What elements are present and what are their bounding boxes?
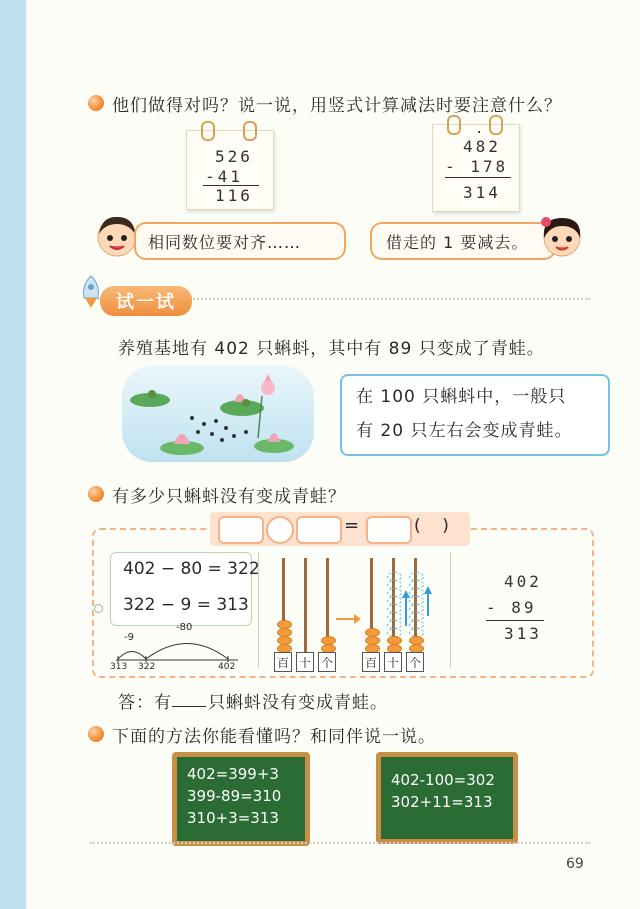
bullet-icon (88, 95, 104, 111)
ring-icon (201, 121, 215, 141)
board-left-line-3: 310+3=313 (187, 809, 279, 827)
equals-sign: = (344, 515, 360, 536)
info-box (340, 374, 610, 456)
note-card-right (432, 124, 520, 212)
vcalc-rule (486, 620, 544, 621)
calc-result: 314 (463, 183, 501, 202)
chalkboard-left (172, 752, 310, 846)
ring-icon (489, 115, 503, 135)
calc-result: 116 (215, 186, 253, 205)
tick-313: 313 (110, 662, 128, 672)
number-line (110, 622, 244, 672)
divider (90, 842, 590, 844)
vcalc-top: 402 (504, 572, 542, 591)
separator (450, 552, 451, 668)
arrow-up-icon (424, 586, 432, 616)
ring-icon (447, 115, 461, 135)
board-right-line-1: 402-100=302 (391, 771, 495, 789)
calc-line-1: 402 − 80 = 322 (123, 559, 260, 579)
arrow-up-icon (402, 590, 410, 626)
page-number: 69 (566, 856, 584, 872)
arrow-right-icon (336, 610, 362, 622)
calc-rule (445, 177, 511, 178)
calc-box (110, 552, 260, 626)
blank-subtrahend[interactable] (296, 516, 342, 544)
abacus-label-tens: 十 (296, 652, 314, 672)
board-left-line-2: 399-89=310 (187, 787, 282, 805)
calc-line-2: 322 − 9 = 313 (123, 595, 249, 615)
chalkboard-right (376, 752, 518, 844)
jump-label-small: -9 (124, 632, 134, 643)
blank-minuend[interactable] (218, 516, 264, 544)
board-left-line-1: 402=399+3 (187, 765, 279, 783)
bullet-icon (88, 486, 104, 502)
abacus-label-ones: 个 (318, 652, 336, 672)
tick-322: 322 (138, 662, 156, 672)
vcalc-result: 313 (504, 624, 542, 643)
calc-sub: - 178 (445, 157, 509, 176)
speech-bubble-right (370, 222, 556, 260)
blank-result[interactable] (366, 516, 412, 544)
girl-avatar (538, 212, 586, 260)
answer-prefix: 答：有 (118, 693, 172, 713)
vcalc-sub: - 89 (486, 598, 537, 617)
abacus-label-ones: 个 (406, 652, 424, 672)
calc-top: 526 (215, 147, 253, 166)
info-line-1: 在 100 只蝌蚪中，一般只 (356, 387, 567, 407)
problem-text: 养殖基地有 402 只蝌蚪，其中有 89 只变成了青蛙。 (118, 339, 545, 359)
abacus-rod-tens (304, 558, 307, 652)
separator (258, 552, 259, 668)
calc-sub: -41 (205, 167, 243, 186)
pond-illustration (122, 366, 314, 462)
blank-operator[interactable] (266, 516, 294, 544)
bubble-left-text: 相同数位要对齐…… (148, 232, 302, 252)
info-line-2: 有 20 只左右会变成青蛙。 (356, 421, 573, 441)
ring-icon (243, 121, 257, 141)
bubble-right-text: 借走的 1 要减去。 (386, 232, 529, 252)
left-margin-strip (0, 0, 26, 909)
abacus-label-hundreds: 百 (274, 652, 292, 672)
answer-suffix: 只蝌蚪没有变成青蛙。 (208, 693, 388, 713)
abacus-label-tens: 十 (384, 652, 402, 672)
borrow-dot: · (475, 125, 487, 141)
abacus-label-hundreds: 百 (362, 652, 380, 672)
unit-paren: ( ) (414, 516, 449, 536)
tick-402: 402 (218, 662, 236, 672)
bubble-dot (94, 604, 103, 613)
question-1: 他们做得对吗？说一说，用竖式计算减法时要注意什么？ (112, 96, 562, 116)
board-right-line-2: 302+11=313 (391, 793, 493, 811)
calc-top: 482 (463, 137, 501, 156)
note-card-left (186, 130, 274, 210)
try-badge (100, 286, 192, 316)
speech-bubble-left (134, 222, 346, 260)
question-2: 有多少只蝌蚪没有变成青蛙？ (112, 487, 346, 507)
jump-label-big: -80 (176, 622, 193, 633)
bullet-icon (88, 726, 104, 742)
question-3: 下面的方法你能看懂吗？和同伴说一说。 (112, 727, 436, 747)
try-label: 试一试 (116, 292, 176, 313)
answer-blank[interactable] (172, 706, 206, 707)
